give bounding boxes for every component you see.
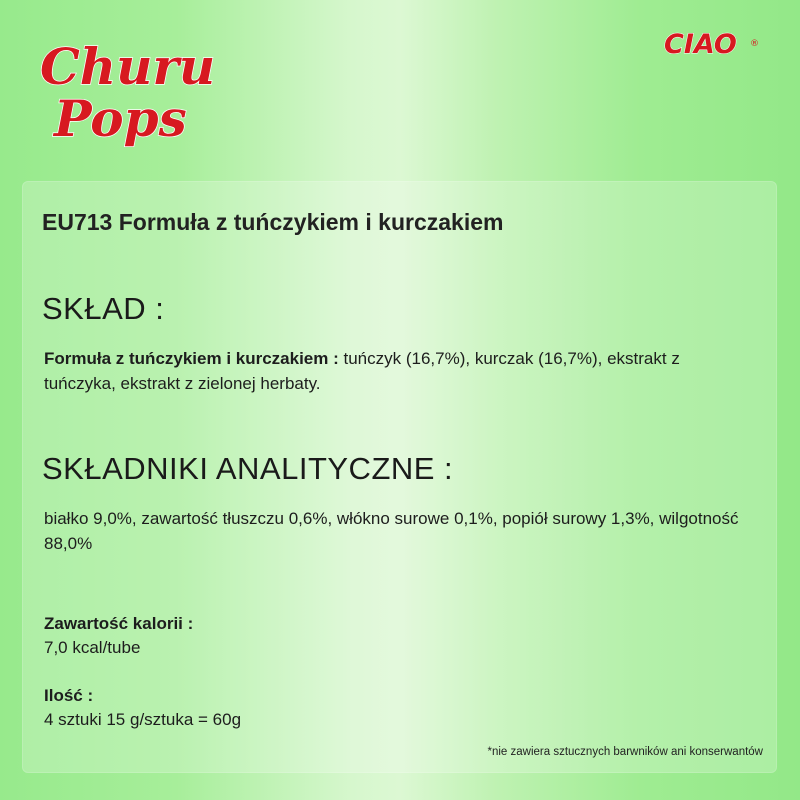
composition-text: tuńczyk (16,7%), kurczak (16,7%), ekstrakt z tuńczyka, ekstrakt z zielonej herbaty. xyxy=(44,349,680,393)
quantity-label: Ilość : xyxy=(44,686,94,705)
logo-pops-text: Pops xyxy=(54,89,187,148)
churu-pops-logo xyxy=(36,32,236,152)
quantity-block xyxy=(44,684,241,732)
calories-label: Zawartość kalorii : xyxy=(44,614,194,633)
calories-value: 7,0 kcal/tube xyxy=(44,638,141,657)
composition-paragraph xyxy=(44,346,744,396)
calories-block xyxy=(44,612,193,660)
footnote: *nie zawiera sztucznych barwników ani konserwantów xyxy=(487,746,763,758)
composition-heading: SKŁAD : xyxy=(42,291,165,326)
info-card xyxy=(22,181,777,773)
logo-ciao-text: CIAO xyxy=(664,29,737,60)
composition-label: Formuła z tuńczykiem i kurczakiem : xyxy=(44,349,339,368)
logo-ciao-registered: ® xyxy=(750,39,759,49)
logo-churu-text: Churu xyxy=(40,37,216,96)
analytics-paragraph: białko 9,0%, zawartość tłuszczu 0,6%, włókno surowe 0,1%, popiół surowy 1,3%, wilgotność 88,0% xyxy=(44,509,739,553)
quantity-value: 4 sztuki 15 g/sztuka = 60g xyxy=(44,710,242,729)
analytics-heading: SKŁADNIKI ANALITYCZNE : xyxy=(42,451,454,486)
ciao-logo xyxy=(662,24,762,64)
product-title: EU713 Formuła z tuńczykiem i kurczakiem xyxy=(42,209,504,235)
